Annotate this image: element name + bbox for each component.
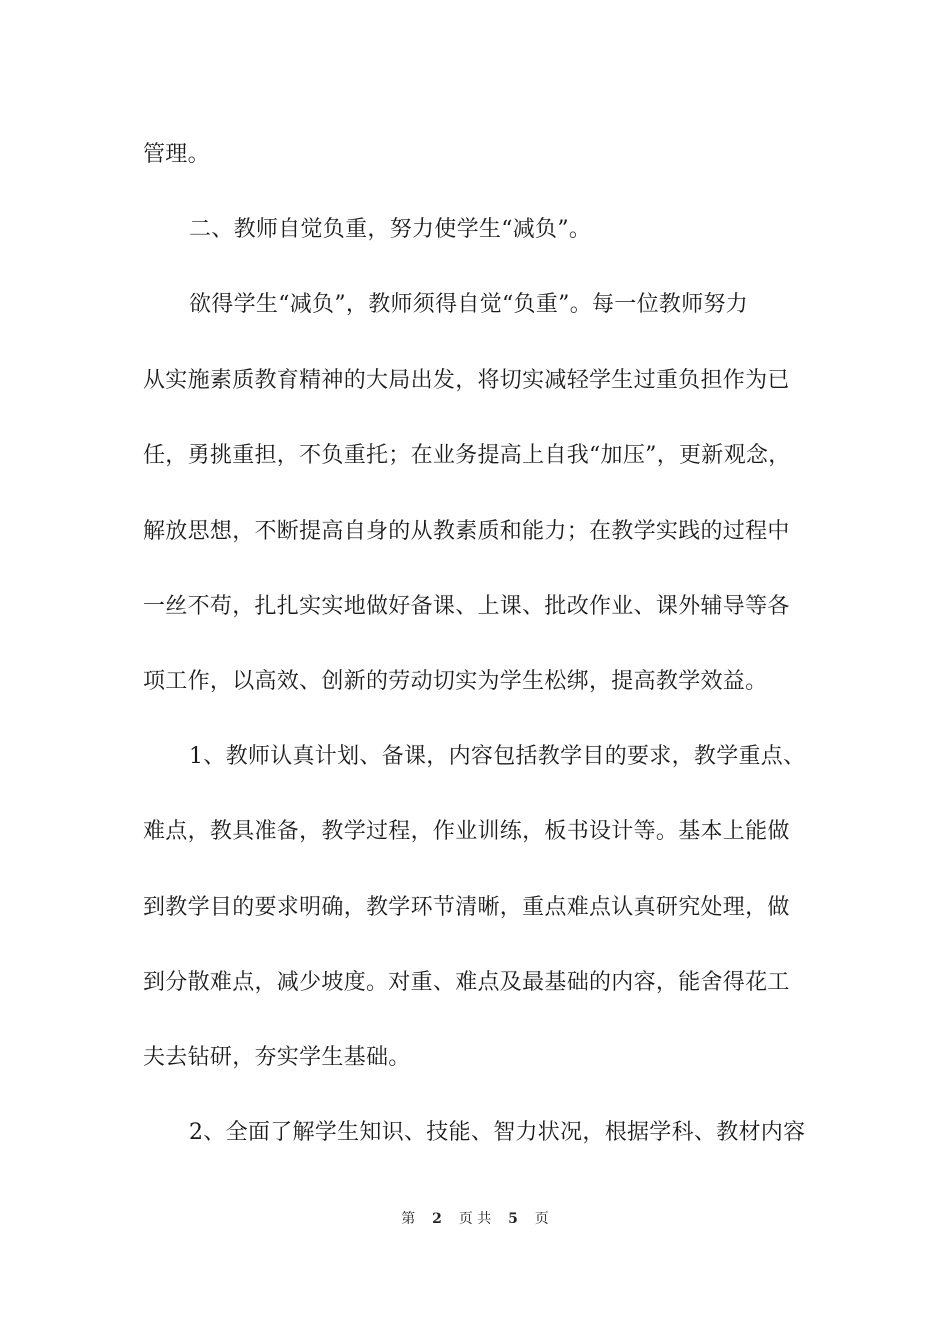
total-pages-number: 5	[508, 1211, 518, 1227]
body-line: 项工作，以高效、创新的劳动切实为学生松绑，提高教学效益。	[143, 669, 768, 694]
footer-middle: 页 共	[458, 1211, 492, 1227]
paragraph-first-line: 2、全面了解学生知识、技能、智力状况，根据学科、教材内容	[189, 1120, 806, 1145]
footer-suffix: 页	[534, 1211, 549, 1227]
section-heading: 二、教师自觉负重，努力使学生“减负”。	[189, 217, 592, 242]
body-line: 解放思想，不断提高自身的从教素质和能力；在教学实践的过程中	[143, 519, 790, 544]
body-line: 一丝不苟，扎扎实实地做好备课、上课、批改作业、课外辅导等各	[143, 594, 790, 619]
body-line: 管理。	[143, 142, 210, 167]
footer-prefix: 第	[401, 1211, 416, 1227]
body-line: 任，勇挑重担，不负重托；在业务提高上自我“加压”，更新观念，	[143, 443, 791, 468]
paragraph-first-line: 1、教师认真计划、备课，内容包括教学目的要求，教学重点、	[189, 744, 806, 769]
body-line: 难点，教具准备，教学过程，作业训练，板书设计等。基本上能做	[143, 819, 790, 844]
body-line: 夫去钻研，夯实学生基础。	[143, 1045, 411, 1070]
current-page-number: 2	[432, 1211, 442, 1227]
page-footer	[0, 1210, 950, 1228]
body-line: 从实施素质教育精神的大局出发，将切实减轻学生过重负担作为已	[143, 368, 790, 393]
paragraph-first-line: 欲得学生“减负”，教师须得自觉“负重”。每一位教师努力	[189, 292, 749, 317]
body-line: 到分散难点，减少坡度。对重、难点及最基础的内容，能舍得花工	[143, 970, 790, 995]
body-line: 到教学目的要求明确，教学环节清晰，重点难点认真研究处理，做	[143, 895, 790, 920]
